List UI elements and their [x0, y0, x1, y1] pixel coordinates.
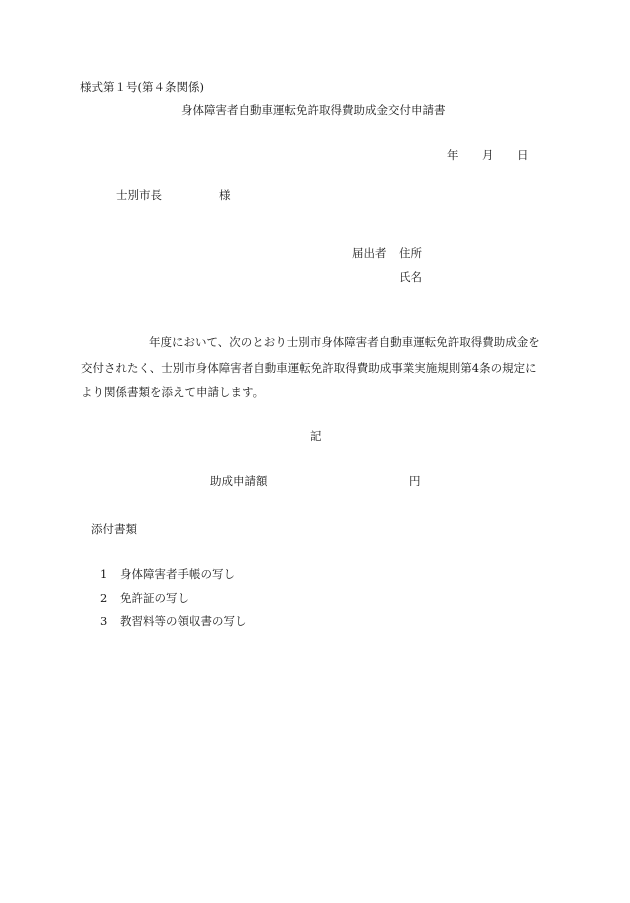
attachment-number: 3 [100, 614, 108, 628]
document-title: 身体障害者自動車運転免許取得費助成金交付申請書 [181, 103, 446, 117]
date-day-label: 日 [517, 148, 529, 162]
addressee-honorific: 様 [219, 188, 231, 202]
body-text-line-3: より関係書類を添えて申請します。 [81, 385, 265, 399]
address-label: 住所 [399, 246, 422, 260]
record-heading: 記 [310, 429, 322, 443]
addressee-name: 士別市長 [116, 188, 162, 202]
amount-label: 助成申請額 [210, 474, 268, 488]
attachment-item [100, 593, 189, 605]
date-year-label: 年 [447, 148, 459, 162]
date-month-label: 月 [482, 148, 494, 162]
form-number: 様式第１号(第４条関係) [80, 80, 204, 94]
attachment-text: 教習料等の領収書の写し [120, 614, 247, 628]
attachment-number: 1 [100, 567, 108, 581]
attachments-heading: 添付書類 [91, 522, 137, 536]
body-text-line-2: 交付されたく、士別市身体障害者自動車運転免許取得費助成事業実施規則第4条の規定に [81, 361, 537, 375]
applicant-label: 届出者 [352, 246, 387, 260]
attachment-number: 2 [100, 591, 108, 605]
body-text-line-1: 年度において、次のとおり士別市身体障害者自動車運転免許取得費助成金を [149, 335, 540, 349]
amount-unit: 円 [409, 474, 421, 488]
name-label: 氏名 [399, 270, 422, 284]
attachment-item [100, 569, 235, 581]
attachment-item [100, 616, 247, 628]
attachment-text: 身体障害者手帳の写し [120, 567, 235, 581]
attachment-text: 免許証の写し [120, 591, 189, 605]
